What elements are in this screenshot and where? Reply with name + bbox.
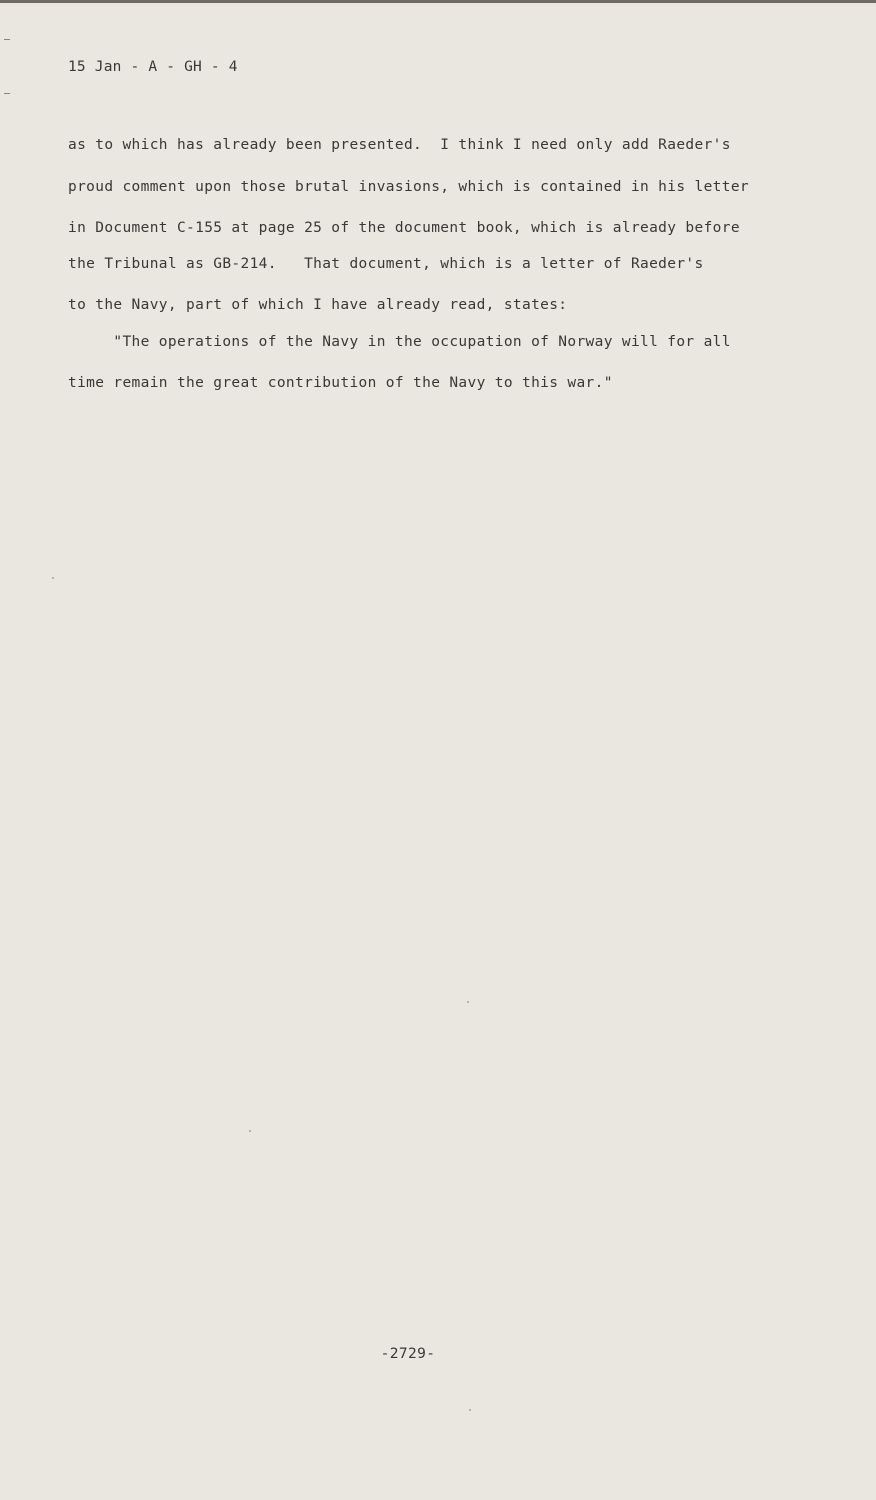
- body-text-line-2: proud comment upon those brutal invasions, which is contained in his letter: [68, 179, 749, 195]
- page-reference-header: 15 Jan - A - GH - 4: [68, 59, 238, 75]
- paper-speck: [249, 1130, 251, 1132]
- margin-mark: [4, 39, 10, 40]
- margin-mark: [4, 93, 10, 94]
- body-text-line-1: as to which has already been presented. I think I need only add Raeder's: [68, 137, 731, 153]
- quotation-line-2: time remain the great contribution of the Navy to this war.": [68, 375, 613, 391]
- body-text-line-3: in Document C-155 at page 25 of the document book, which is already before: [68, 220, 740, 236]
- body-text-line-5: to the Navy, part of which I have already read, states:: [68, 297, 568, 313]
- page-number: -2729-: [380, 1346, 436, 1362]
- paper-speck: [469, 1409, 471, 1411]
- quotation-line-1: "The operations of the Navy in the occupation of Norway will for all: [68, 334, 731, 350]
- paper-speck: [467, 1001, 469, 1003]
- paper-speck: [52, 577, 54, 579]
- body-text-line-4: the Tribunal as GB-214. That document, which is a letter of Raeder's: [68, 256, 704, 272]
